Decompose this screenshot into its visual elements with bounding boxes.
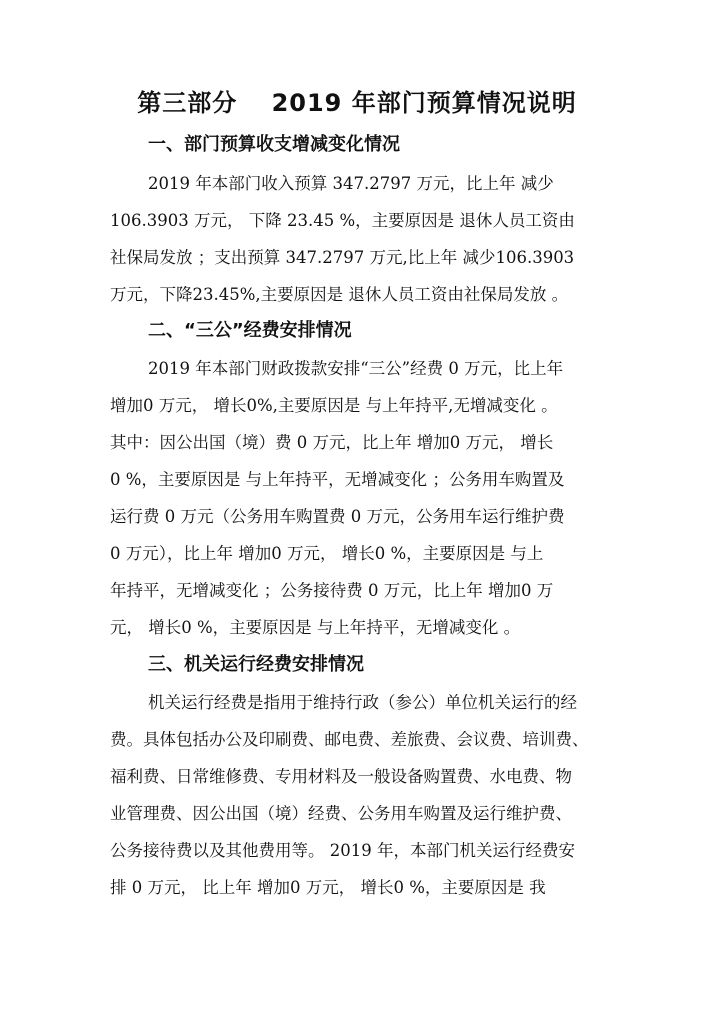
paragraph-line: 0 万元），比上年 增加0 万元， 增长0 %，主要原因是 与上 — [110, 544, 544, 563]
page-title: 第三部分 2019 年部门预算情况说明 — [137, 89, 577, 117]
paragraph-line: 排 0 万元， 比上年 增加0 万元， 增长0 %，主要原因是 我 — [110, 878, 546, 897]
paragraph-line: 运行费 0 万元（公务用车购置费 0 万元，公务用车运行维护费 — [110, 507, 565, 526]
paragraph-line: 公务接待费以及其他费用等。 2019 年，本部门机关运行经费安 — [110, 841, 575, 860]
paragraph-line: 2019 年本部门财政拨款安排“三公”经费 0 万元，比上年 — [148, 359, 564, 378]
paragraph-line: 费。具体包括办公及印刷费、邮电费、差旅费、会议费、培训费、 — [110, 730, 589, 749]
section-heading-operating-funds: 三、机关运行经费安排情况 — [148, 654, 364, 675]
paragraph-line: 0 %，主要原因是 与上年持平，无增减变化 ；公务用车购置及 — [110, 470, 565, 489]
paragraph-line: 万元，下降23.45%,主要原因是 退休人员工资由社保局发放 。 — [110, 285, 569, 304]
paragraph-line: 其中：因公出国（境）费 0 万元，比上年 增加0 万元， 增长 — [110, 433, 554, 452]
paragraph-line: 106.3903 万元， 下降 23.45 %，主要原因是 退休人员工资由 — [110, 211, 575, 230]
paragraph-line: 2019 年本部门收入预算 347.2797 万元，比上年 减少 — [148, 174, 554, 193]
paragraph-line: 业管理费、因公出国（境）经费、公务用车购置及运行维护费、 — [110, 804, 572, 823]
paragraph-line: 福利费、日常维修费、专用材料及一般设备购置费、水电费、物 — [110, 767, 572, 786]
section-heading-three-public-funds: 二、“三公”经费安排情况 — [148, 320, 352, 341]
paragraph-line: 增加0 万元， 增长0%,主要原因是 与上年持平,无增减变化 。 — [110, 396, 558, 415]
paragraph-line: 年持平，无增减变化 ；公务接待费 0 万元，比上年 增加0 万 — [110, 581, 554, 600]
paragraph-line: 元， 增长0 %，主要原因是 与上年持平，无增减变化 。 — [110, 618, 521, 637]
paragraph-line: 社保局发放 ；支出预算 347.2797 万元,比上年 减少106.3903 — [110, 248, 575, 267]
section-heading-budget-changes: 一、部门预算收支增减变化情况 — [148, 134, 400, 155]
paragraph-line: 机关运行经费是指用于维持行政（参公）单位机关运行的经 — [148, 693, 577, 712]
